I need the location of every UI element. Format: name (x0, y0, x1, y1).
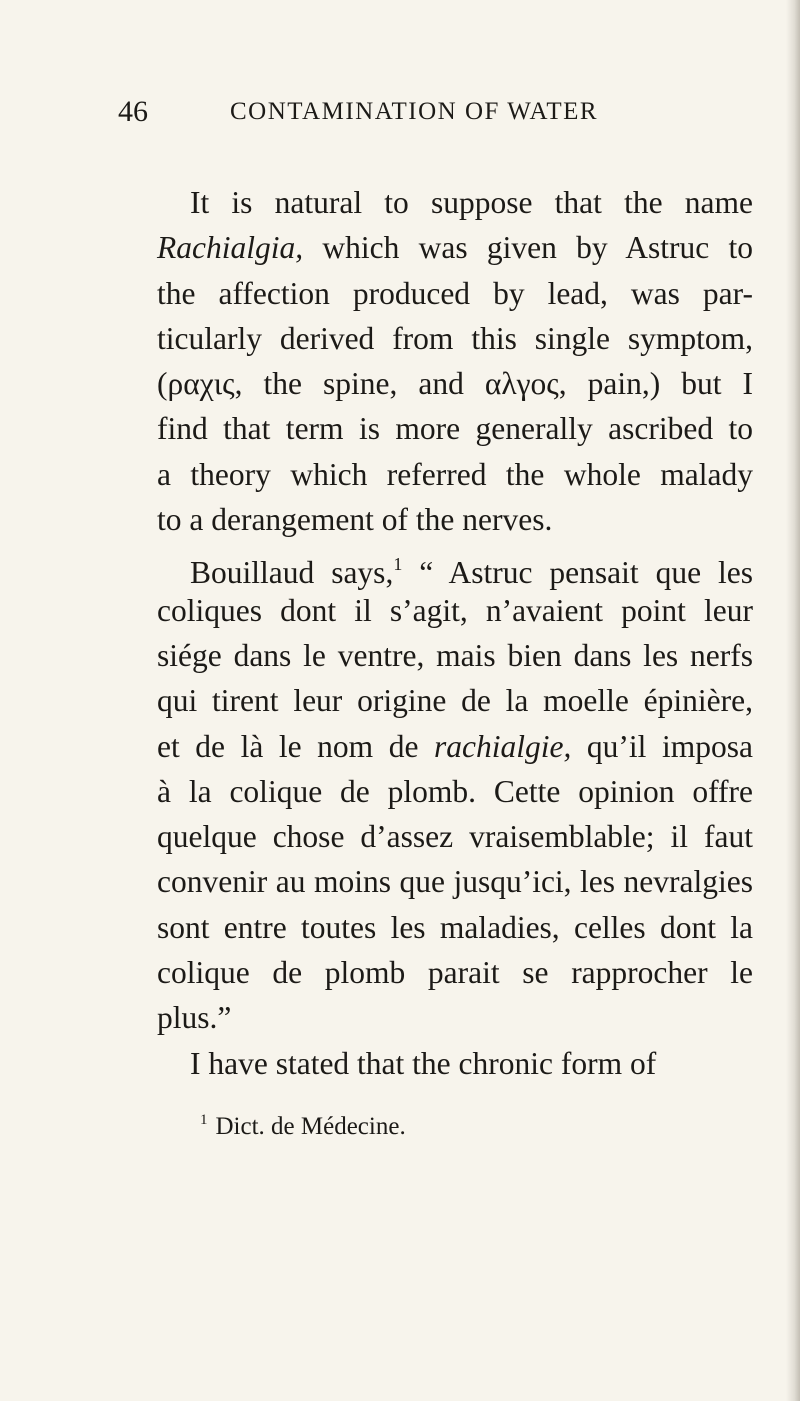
text-line: find that term is more generally ascribed to (157, 411, 753, 447)
text-line: I have stated that the chronic form of (190, 1045, 657, 1081)
italic-term: rachialgie, (434, 728, 572, 764)
page-header (0, 92, 800, 132)
text-line: et de là le nom de rachialgie, qu’il imposa (157, 728, 753, 764)
text-line: qui tirent leur origine de la moelle épinière, (157, 683, 753, 719)
text-line: Rachialgia, which was given by Astruc to (157, 230, 753, 266)
text-line: quelque chose d’assez vraisemblable; il faut (157, 819, 753, 855)
text-line: convenir au moins que jusqu’ici, les nevralgies (157, 864, 753, 900)
text-line: coliques dont il s’agit, n’avaient point leur (157, 592, 753, 628)
text-line: ticularly derived from this single symptom, (157, 320, 753, 356)
text-line: a theory which referred the whole malady (157, 456, 753, 492)
page-number: 46 (118, 95, 148, 128)
page-edge-shadow (786, 0, 800, 1401)
text-line: siége dans le ventre, mais bien dans les nerfs (157, 637, 753, 673)
footnote (200, 1100, 406, 1147)
text-line: Bouillaud says,$^1$ “ Astruc pensait que les (190, 554, 754, 591)
footnote-text: Dict. de Médecine. (215, 1113, 406, 1140)
footnote-reference: 1 (393, 554, 403, 575)
italic-term: Rachialgia, (157, 230, 304, 266)
text-line: It is natural to suppose that the name (190, 185, 753, 220)
text-line: sont entre toutes les maladies, celles dont la (157, 909, 753, 945)
text-line: à la colique de plomb. Cette opinion offre (157, 773, 753, 809)
footnote-marker: 1 (200, 1112, 208, 1128)
text-line: (ραχις, the spine, and αλγος, pain,) but I (157, 366, 753, 402)
text-line: the affection produced by lead, was par- (157, 275, 753, 311)
text-line: to a derangement of the nerves. (157, 502, 553, 538)
text-line: colique de plomb parait se rapprocher le (157, 955, 753, 991)
text-line: plus.” (157, 1000, 232, 1036)
body-text (157, 180, 753, 1086)
running-head: CONTAMINATION OF WATER (230, 98, 599, 125)
